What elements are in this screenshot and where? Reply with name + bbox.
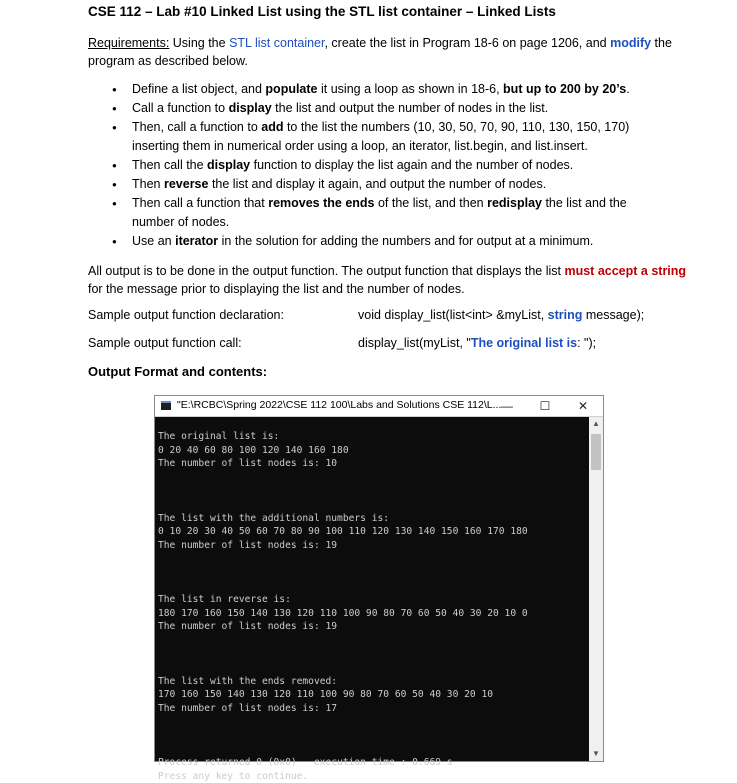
requirements-text: Using the	[169, 36, 230, 50]
console-app-icon	[161, 401, 171, 410]
scroll-up-icon[interactable]: ▲	[592, 419, 600, 428]
scroll-down-icon[interactable]: ▼	[592, 749, 600, 758]
requirements-text: the program as described below.	[88, 36, 672, 68]
list-item: ● Then reverse the list and display it again, and output the number of nodes.	[112, 175, 672, 194]
list-item: ● Then call a function that removes the ends of the list, and then redisplay the list and the number of nodes.	[112, 194, 672, 232]
console-window[interactable]	[154, 395, 604, 782]
sample-call-code: display_list(myList, "The original list is: ");	[358, 336, 597, 350]
requirements-label: Requirements:	[88, 36, 170, 50]
minimize-button[interactable]: —	[501, 399, 513, 413]
must-accept-string-highlight: must accept a string	[564, 264, 687, 278]
maximize-button[interactable]: ☐	[539, 399, 551, 413]
sample-call-row	[88, 336, 597, 350]
requirements-text: , create the list in Program 18-6 on page 1206, and	[324, 36, 611, 50]
stl-list-link[interactable]: STL list container	[229, 36, 325, 50]
console-titlebar[interactable]	[155, 396, 603, 417]
requirements-list	[112, 80, 672, 251]
console-window-title: "E:\RCBC\Spring 2022\CSE 112 100\Labs and Solutions CSE 112\L...	[177, 399, 502, 411]
list-item: ● Use an iterator in the solution for adding the numbers and for output at a minimum.	[112, 232, 672, 251]
sample-declaration-row	[88, 308, 645, 322]
sample-declaration-code: void display_list(list<int> &myList, string message);	[358, 308, 645, 322]
output-format-heading: Output Format and contents:	[88, 364, 268, 379]
output-paragraph: All output is to be done in the output function. The output function that displays the list must accept a string for the message prior to displaying the list and the number of nodes.	[88, 264, 687, 296]
requirements-paragraph	[88, 34, 688, 70]
list-item: ● Call a function to display the list and output the number of nodes in the list.	[112, 99, 672, 118]
console-output: The original list is: 0 20 40 60 80 100 120 140 160 180 The number of list nodes is: 10 The list with the additional numbers is: 0 10 20 30 40 50 60 70 80 90 100 110 120 130 140 150 160 170 180 The number of list nodes is: 19 The list in reverse is: 180 170 160 150 140 130 120 110 100 90 80 70 60 50 40 30 20 10 0 The number of list nodes is: 19 The list with the ends removed: 170 160 150 140 130 120 110 100 90 80 70 60 50 40 30 20 10 The number of list nodes is: 17 Process returned 0 (0x0) execution time : 0.669 s Press any key to continue.	[158, 431, 528, 782]
list-item: ● Then call the display function to display the list again and the number of nodes.	[112, 156, 672, 175]
vertical-scrollbar[interactable]	[589, 417, 603, 761]
list-item: ● Define a list object, and populate it using a loop as shown in 18-6, but up to 200 by 20’s.	[112, 80, 672, 99]
modify-keyword: modify	[610, 36, 652, 50]
list-item: ● Then, call a function to add to the list the numbers (10, 30, 50, 70, 90, 110, 130, 150, 170) inserting them in numerical order using a loop, an iterator, list.begin, and list.insert.	[112, 118, 672, 156]
sample-declaration-label: Sample output function declaration:	[88, 308, 284, 322]
sample-call-label: Sample output function call:	[88, 336, 242, 350]
scrollbar-thumb[interactable]	[591, 434, 601, 470]
close-button[interactable]: ✕	[577, 399, 589, 413]
page-title: CSE 112 – Lab #10 Linked List using the STL list container – Linked Lists	[88, 4, 556, 19]
